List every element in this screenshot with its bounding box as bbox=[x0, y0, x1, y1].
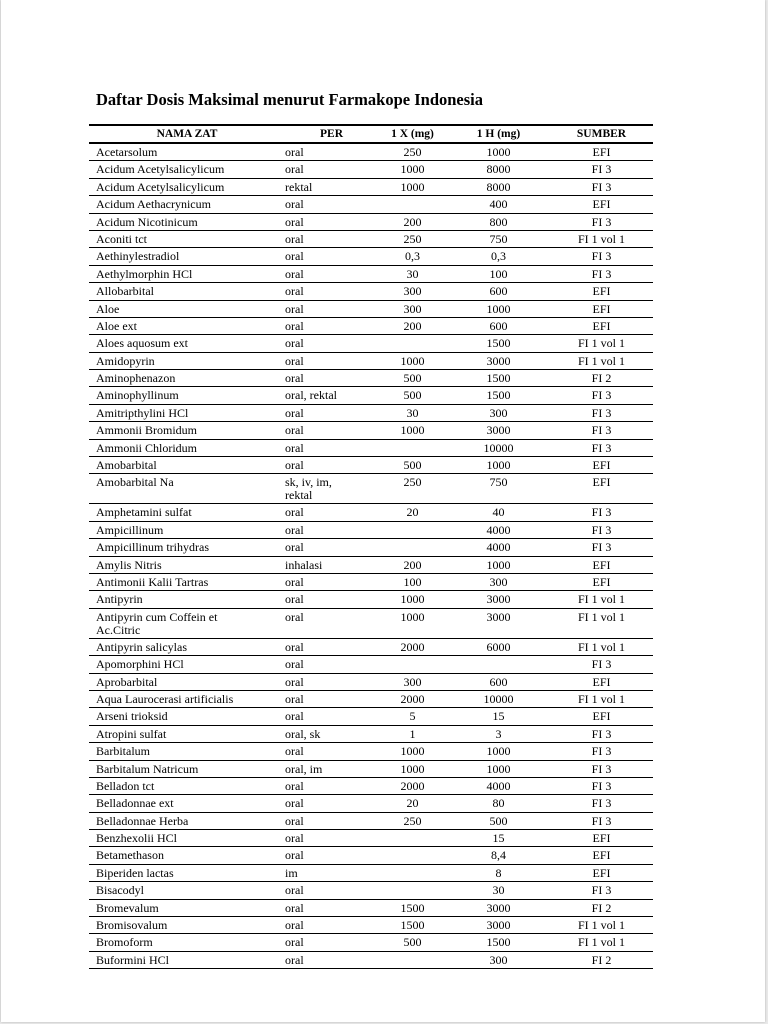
cell-sumber: FI 3 bbox=[591, 657, 612, 672]
cell-sumber: FI 1 vol 1 bbox=[577, 336, 625, 351]
cell-1x: 1500 bbox=[400, 918, 425, 933]
table-row bbox=[89, 474, 653, 504]
cell-nama-zat: Belladonnae Herba bbox=[96, 813, 189, 828]
cell-per: oral bbox=[285, 371, 304, 386]
cell-nama-zat: Betamethason bbox=[96, 848, 164, 863]
cell-1h: 10000 bbox=[483, 440, 514, 455]
cell-1x bbox=[378, 335, 447, 352]
cell-per: oral bbox=[285, 231, 304, 246]
cell-nama-zat: Apomorphini HCl bbox=[96, 657, 184, 672]
cell-1h: 40 bbox=[492, 505, 505, 520]
cell-nama-zat: Antipyrin cum Coffein et Ac.Citric bbox=[96, 609, 218, 637]
cell-per: oral bbox=[285, 744, 304, 759]
cell-per: oral bbox=[285, 249, 304, 264]
table-row bbox=[89, 743, 653, 760]
cell-1x: 1000 bbox=[400, 162, 425, 177]
cell-nama-zat: Ammonii Bromidum bbox=[96, 423, 198, 438]
cell-1h: 3000 bbox=[486, 353, 511, 368]
cell-per: oral bbox=[285, 609, 304, 624]
cell-sumber: FI 1 vol 1 bbox=[577, 592, 625, 607]
cell-sumber: FI 3 bbox=[591, 249, 612, 264]
cell-1h: 1500 bbox=[486, 935, 511, 950]
table-row bbox=[89, 795, 653, 812]
cell-1x bbox=[378, 521, 447, 538]
cell-1x: 1000 bbox=[400, 592, 425, 607]
cell-sumber: FI 3 bbox=[591, 266, 612, 281]
table-row bbox=[89, 934, 653, 951]
cell-1h: 1000 bbox=[486, 301, 511, 316]
cell-1x: 2000 bbox=[400, 778, 425, 793]
cell-1x: 1000 bbox=[400, 179, 425, 194]
max-dose-table bbox=[89, 124, 653, 969]
cell-nama-zat: Bromoform bbox=[96, 935, 153, 950]
cell-sumber: FI 3 bbox=[591, 761, 612, 776]
cell-1h: 4000 bbox=[486, 522, 511, 537]
cell-1h: 750 bbox=[489, 475, 508, 490]
cell-1x: 2000 bbox=[400, 639, 425, 654]
cell-1h: 1500 bbox=[486, 336, 511, 351]
table-row bbox=[89, 317, 653, 334]
table-row bbox=[89, 196, 653, 213]
table-header-row bbox=[89, 125, 653, 143]
cell-1h: 3 bbox=[495, 726, 502, 741]
table-row bbox=[89, 882, 653, 899]
cell-per: oral bbox=[285, 574, 304, 589]
cell-nama-zat: Amobarbital bbox=[96, 458, 157, 473]
cell-1x: 300 bbox=[403, 284, 422, 299]
table-row bbox=[89, 265, 653, 282]
cell-1h: 3000 bbox=[486, 900, 511, 915]
header-1x: 1 X (mg) bbox=[378, 125, 447, 143]
table-row bbox=[89, 230, 653, 247]
table-row bbox=[89, 917, 653, 934]
cell-per: oral bbox=[285, 423, 304, 438]
cell-1h: 10000 bbox=[483, 691, 514, 706]
cell-sumber: EFI bbox=[592, 318, 611, 333]
cell-nama-zat: Aqua Laurocerasi artificialis bbox=[96, 691, 234, 706]
cell-1h: 8,4 bbox=[491, 848, 506, 863]
cell-per: oral bbox=[285, 883, 304, 898]
table-row bbox=[89, 248, 653, 265]
cell-1x: 300 bbox=[403, 674, 422, 689]
cell-per: oral bbox=[285, 214, 304, 229]
cell-1h: 300 bbox=[489, 574, 508, 589]
cell-sumber: FI 3 bbox=[591, 540, 612, 555]
cell-1h: 3000 bbox=[486, 918, 511, 933]
cell-sumber: EFI bbox=[592, 865, 611, 880]
header-nama-zat: NAMA ZAT bbox=[89, 125, 285, 143]
cell-per: sk, iv, im, rektal bbox=[285, 475, 332, 503]
table-row bbox=[89, 335, 653, 352]
cell-per: oral bbox=[285, 284, 304, 299]
table-row bbox=[89, 638, 653, 655]
cell-per: oral bbox=[285, 674, 304, 689]
cell-1h: 3000 bbox=[486, 592, 511, 607]
table-row bbox=[89, 457, 653, 474]
cell-nama-zat: Barbitalum bbox=[96, 744, 150, 759]
cell-per: rektal bbox=[285, 179, 313, 194]
cell-1x: 30 bbox=[406, 266, 419, 281]
table-row bbox=[89, 591, 653, 608]
cell-sumber: EFI bbox=[592, 475, 611, 490]
cell-nama-zat: Ammonii Chloridum bbox=[96, 440, 198, 455]
cell-nama-zat: Bromevalum bbox=[96, 900, 159, 915]
cell-nama-zat: Amidopyrin bbox=[96, 353, 155, 368]
cell-nama-zat: Amobarbital Na bbox=[96, 475, 174, 490]
cell-per: oral bbox=[285, 848, 304, 863]
cell-nama-zat: Amphetamini sulfat bbox=[96, 505, 192, 520]
cell-sumber: FI 2 bbox=[591, 952, 612, 967]
cell-nama-zat: Aconiti tct bbox=[96, 231, 147, 246]
cell-sumber: FI 1 vol 1 bbox=[577, 918, 625, 933]
cell-per: oral bbox=[285, 162, 304, 177]
cell-nama-zat: Aloe ext bbox=[96, 318, 137, 333]
cell-1x: 1500 bbox=[400, 900, 425, 915]
table-row bbox=[89, 708, 653, 725]
cell-per: oral bbox=[285, 540, 304, 555]
cell-sumber: EFI bbox=[592, 674, 611, 689]
cell-1h: 600 bbox=[489, 284, 508, 299]
cell-1h: 400 bbox=[489, 197, 508, 212]
cell-nama-zat: Ampicillinum bbox=[96, 522, 164, 537]
cell-per: oral bbox=[285, 657, 304, 672]
cell-nama-zat: Aminophyllinum bbox=[96, 388, 179, 403]
cell-per: oral bbox=[285, 952, 304, 967]
cell-1x: 300 bbox=[403, 301, 422, 316]
cell-per: oral bbox=[285, 440, 304, 455]
cell-1h: 6000 bbox=[486, 639, 511, 654]
cell-nama-zat: Aloes aquosum ext bbox=[96, 336, 188, 351]
cell-nama-zat: Aprobarbital bbox=[96, 674, 158, 689]
cell-nama-zat: Barbitalum Natricum bbox=[96, 761, 199, 776]
cell-nama-zat: Acidum Acetylsalicylicum bbox=[96, 162, 225, 177]
cell-sumber: FI 3 bbox=[591, 726, 612, 741]
cell-sumber: FI 3 bbox=[591, 162, 612, 177]
cell-1h: 1000 bbox=[486, 744, 511, 759]
table-row bbox=[89, 864, 653, 881]
cell-sumber: FI 1 vol 1 bbox=[577, 231, 625, 246]
cell-per: oral bbox=[285, 145, 304, 159]
table-row bbox=[89, 300, 653, 317]
cell-1x: 100 bbox=[403, 574, 422, 589]
table-row bbox=[89, 573, 653, 590]
cell-1h: 1500 bbox=[486, 371, 511, 386]
cell-1x: 1000 bbox=[400, 609, 425, 624]
cell-1x: 1000 bbox=[400, 423, 425, 438]
table-row bbox=[89, 539, 653, 556]
cell-sumber: EFI bbox=[592, 848, 611, 863]
cell-nama-zat: Bisacodyl bbox=[96, 883, 144, 898]
cell-1h: 1000 bbox=[486, 761, 511, 776]
cell-sumber: FI 3 bbox=[591, 423, 612, 438]
cell-per: oral bbox=[285, 778, 304, 793]
table-row bbox=[89, 899, 653, 916]
cell-1h: 4000 bbox=[486, 778, 511, 793]
cell-1h: 300 bbox=[489, 952, 508, 967]
cell-1x: 30 bbox=[406, 405, 419, 420]
cell-sumber: EFI bbox=[592, 574, 611, 589]
cell-nama-zat: Aethylmorphin HCl bbox=[96, 266, 193, 281]
cell-nama-zat: Aethinylestradiol bbox=[96, 249, 180, 264]
table-row bbox=[89, 387, 653, 404]
cell-per: inhalasi bbox=[285, 557, 323, 572]
cell-per: oral bbox=[285, 592, 304, 607]
cell-per: oral bbox=[285, 900, 304, 915]
cell-1h: 3000 bbox=[486, 609, 511, 624]
cell-1h: 800 bbox=[489, 214, 508, 229]
cell-1h: 0,3 bbox=[491, 249, 506, 264]
cell-sumber: EFI bbox=[592, 197, 611, 212]
table-row bbox=[89, 951, 653, 968]
cell-nama-zat: Belladonnae ext bbox=[96, 796, 174, 811]
cell-sumber: FI 3 bbox=[591, 813, 612, 828]
table-row bbox=[89, 725, 653, 742]
cell-1h: 8 bbox=[495, 865, 502, 880]
cell-1x: 500 bbox=[403, 458, 422, 473]
cell-1x: 5 bbox=[409, 709, 416, 724]
cell-nama-zat: Amylis Nitris bbox=[96, 557, 162, 572]
cell-1x bbox=[378, 196, 447, 213]
cell-1x: 250 bbox=[403, 145, 422, 159]
table-row bbox=[89, 213, 653, 230]
cell-per: oral bbox=[285, 353, 304, 368]
table-row bbox=[89, 283, 653, 300]
cell-1h: 1000 bbox=[486, 557, 511, 572]
cell-sumber: FI 3 bbox=[591, 744, 612, 759]
cell-sumber: FI 2 bbox=[591, 900, 612, 915]
cell-nama-zat: Amitripthylini HCl bbox=[96, 405, 189, 420]
table-row bbox=[89, 760, 653, 777]
cell-sumber: FI 1 vol 1 bbox=[577, 935, 625, 950]
table-row bbox=[89, 404, 653, 421]
cell-1x: 1000 bbox=[400, 761, 425, 776]
header-1h: 1 H (mg) bbox=[447, 125, 550, 143]
cell-1x bbox=[378, 656, 447, 673]
cell-per: oral bbox=[285, 813, 304, 828]
cell-1h: 1000 bbox=[486, 145, 511, 159]
cell-sumber: EFI bbox=[592, 709, 611, 724]
cell-1h: 80 bbox=[492, 796, 505, 811]
cell-sumber: FI 3 bbox=[591, 778, 612, 793]
table-row bbox=[89, 521, 653, 538]
cell-sumber: FI 1 vol 1 bbox=[577, 639, 625, 654]
cell-1x: 1 bbox=[409, 726, 416, 741]
cell-sumber: FI 3 bbox=[591, 883, 612, 898]
cell-nama-zat: Aminophenazon bbox=[96, 371, 176, 386]
cell-per: oral, rektal bbox=[285, 388, 337, 403]
cell-per: oral bbox=[285, 639, 304, 654]
cell-1x bbox=[378, 539, 447, 556]
cell-nama-zat: Antipyrin bbox=[96, 592, 143, 607]
cell-nama-zat: Atropini sulfat bbox=[96, 726, 167, 741]
cell-1h: 100 bbox=[489, 266, 508, 281]
cell-per: oral bbox=[285, 918, 304, 933]
cell-1h: 1500 bbox=[486, 388, 511, 403]
cell-sumber: FI 1 vol 1 bbox=[577, 609, 625, 624]
cell-per: oral, im bbox=[285, 761, 323, 776]
cell-1h: 500 bbox=[489, 813, 508, 828]
cell-sumber: EFI bbox=[592, 145, 611, 159]
cell-sumber: FI 3 bbox=[591, 388, 612, 403]
cell-1x: 200 bbox=[403, 214, 422, 229]
cell-1x: 2000 bbox=[400, 691, 425, 706]
cell-1x bbox=[378, 864, 447, 881]
cell-1x: 1000 bbox=[400, 744, 425, 759]
cell-sumber: FI 2 bbox=[591, 371, 612, 386]
cell-per: oral bbox=[285, 935, 304, 950]
cell-per: oral bbox=[285, 301, 304, 316]
cell-nama-zat: Acidum Acetylsalicylicum bbox=[96, 179, 225, 194]
table-row bbox=[89, 370, 653, 387]
cell-per: oral bbox=[285, 197, 304, 212]
cell-sumber: EFI bbox=[592, 284, 611, 299]
cell-per: oral bbox=[285, 796, 304, 811]
cell-1x: 200 bbox=[403, 318, 422, 333]
cell-nama-zat: Antipyrin salicylas bbox=[96, 639, 187, 654]
cell-sumber: EFI bbox=[592, 301, 611, 316]
table-row bbox=[89, 439, 653, 456]
cell-per: oral bbox=[285, 318, 304, 333]
table-row bbox=[89, 777, 653, 794]
cell-1x bbox=[378, 847, 447, 864]
cell-per: oral bbox=[285, 458, 304, 473]
cell-1h: 15 bbox=[492, 709, 505, 724]
cell-1h: 3000 bbox=[486, 423, 511, 438]
table-row bbox=[89, 556, 653, 573]
table-row bbox=[89, 608, 653, 638]
cell-nama-zat: Benzhexolii HCl bbox=[96, 831, 177, 846]
cell-nama-zat: Buformini HCl bbox=[96, 952, 170, 967]
table-row bbox=[89, 352, 653, 369]
table-row bbox=[89, 504, 653, 521]
cell-1x: 1000 bbox=[400, 353, 425, 368]
cell-1x: 250 bbox=[403, 475, 422, 490]
cell-per: oral bbox=[285, 405, 304, 420]
cell-sumber: EFI bbox=[592, 831, 611, 846]
cell-nama-zat: Biperiden lactas bbox=[96, 865, 174, 880]
header-sumber: SUMBER bbox=[550, 125, 653, 143]
table-row bbox=[89, 422, 653, 439]
cell-1h: 15 bbox=[492, 831, 505, 846]
cell-per: im bbox=[285, 865, 298, 880]
cell-sumber: FI 3 bbox=[591, 522, 612, 537]
document-title: Daftar Dosis Maksimal menurut Farmakope Indonesia bbox=[96, 90, 484, 109]
cell-per: oral, sk bbox=[285, 726, 321, 741]
table-row bbox=[89, 656, 653, 673]
cell-1h: 600 bbox=[489, 674, 508, 689]
cell-sumber: FI 3 bbox=[591, 796, 612, 811]
cell-sumber: EFI bbox=[592, 458, 611, 473]
cell-1x: 500 bbox=[403, 388, 422, 403]
cell-sumber: FI 3 bbox=[591, 505, 612, 520]
cell-1h: 4000 bbox=[486, 540, 511, 555]
table-row bbox=[89, 143, 653, 161]
cell-nama-zat: Bromisovalum bbox=[96, 918, 168, 933]
cell-sumber: FI 1 vol 1 bbox=[577, 353, 625, 368]
cell-1x: 500 bbox=[403, 935, 422, 950]
cell-nama-zat: Ampicillinum trihydras bbox=[96, 540, 209, 555]
cell-1x bbox=[378, 951, 447, 968]
document-page bbox=[1, 0, 765, 1022]
cell-sumber: FI 1 vol 1 bbox=[577, 691, 625, 706]
cell-sumber: FI 3 bbox=[591, 214, 612, 229]
cell-1x bbox=[378, 439, 447, 456]
cell-sumber: FI 3 bbox=[591, 179, 612, 194]
table-row bbox=[89, 847, 653, 864]
cell-nama-zat: Belladon tct bbox=[96, 778, 155, 793]
header-per: PER bbox=[285, 125, 378, 143]
cell-nama-zat: Acidum Aethacrynicum bbox=[96, 197, 211, 212]
cell-1h: 600 bbox=[489, 318, 508, 333]
cell-sumber: FI 3 bbox=[591, 405, 612, 420]
cell-nama-zat: Aloe bbox=[96, 301, 120, 316]
cell-per: oral bbox=[285, 336, 304, 351]
cell-1x: 20 bbox=[406, 796, 419, 811]
cell-1x: 20 bbox=[406, 505, 419, 520]
cell-nama-zat: Arseni trioksid bbox=[96, 709, 168, 724]
cell-1x: 250 bbox=[403, 231, 422, 246]
cell-per: oral bbox=[285, 505, 304, 520]
cell-1x: 200 bbox=[403, 557, 422, 572]
cell-per: oral bbox=[285, 691, 304, 706]
table-row bbox=[89, 830, 653, 847]
table-body bbox=[89, 143, 653, 969]
cell-per: oral bbox=[285, 522, 304, 537]
cell-1x: 250 bbox=[403, 813, 422, 828]
cell-per: oral bbox=[285, 709, 304, 724]
cell-1x: 0,3 bbox=[405, 249, 420, 264]
table-row bbox=[89, 690, 653, 707]
cell-nama-zat: Antimonii Kalii Tartras bbox=[96, 574, 209, 589]
cell-per: oral bbox=[285, 831, 304, 846]
table-row bbox=[89, 673, 653, 690]
cell-1x: 500 bbox=[403, 371, 422, 386]
cell-sumber: EFI bbox=[592, 557, 611, 572]
cell-1h bbox=[447, 656, 550, 673]
cell-1x bbox=[378, 882, 447, 899]
cell-nama-zat: Allobarbital bbox=[96, 284, 154, 299]
cell-1h: 1000 bbox=[486, 458, 511, 473]
cell-1h: 8000 bbox=[486, 179, 511, 194]
cell-1h: 30 bbox=[492, 883, 505, 898]
table-row bbox=[89, 812, 653, 829]
table-row bbox=[89, 178, 653, 195]
cell-nama-zat: Acetarsolum bbox=[96, 145, 158, 159]
cell-1x bbox=[378, 830, 447, 847]
cell-per: oral bbox=[285, 266, 304, 281]
cell-1h: 8000 bbox=[486, 162, 511, 177]
cell-1h: 750 bbox=[489, 231, 508, 246]
table-row bbox=[89, 161, 653, 178]
cell-1h: 300 bbox=[489, 405, 508, 420]
cell-sumber: FI 3 bbox=[591, 440, 612, 455]
cell-nama-zat: Acidum Nicotinicum bbox=[96, 214, 198, 229]
